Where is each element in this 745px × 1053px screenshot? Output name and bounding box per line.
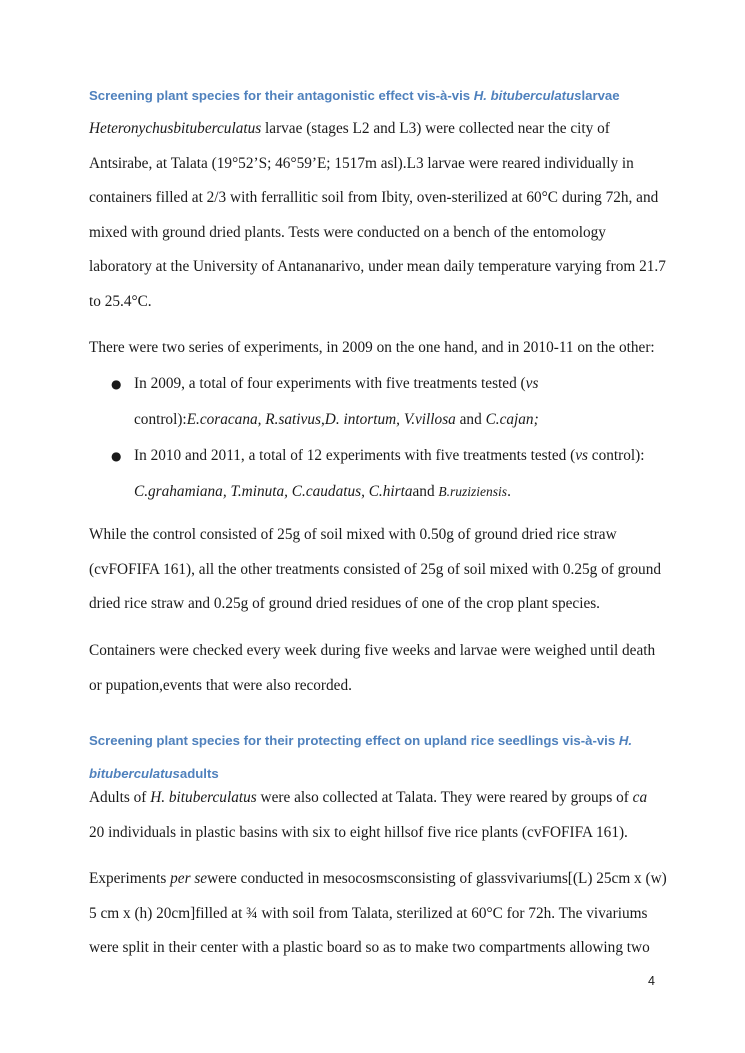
text-span: and [455, 411, 486, 428]
text-line: While the control consisted of 25g of soil mixed with 0.50g of ground dried rice straw [89, 526, 617, 543]
species-name: C.grahamiana, T.minuta, C.caudatus, C.hirta [134, 483, 413, 500]
text-line: were split in their center with a plastic board so as to make two compartments allowing two [89, 939, 650, 956]
text-line [89, 112, 666, 147]
text-line [134, 402, 661, 438]
text-span: Adults of [89, 789, 151, 806]
text-span: and [412, 483, 439, 500]
list-item [89, 438, 661, 510]
text-line: 20 individuals in plastic basins with six to eight hillsof five rice plants (cvFOFIFA 161). [89, 823, 628, 841]
section-heading-larvae [89, 88, 620, 103]
text-line: or pupation,events that were also recorded. [89, 676, 352, 694]
text-line: (cvFOFIFA 161), all the other treatments consisted of 25g of soil mixed with 0.25g of ground [89, 560, 661, 578]
text-span: In 2010 and 2011, a total of 12 experiments with five treatments tested ( [134, 447, 576, 464]
text-span: were also collected at Talata. They were reared by groups of [256, 789, 633, 806]
paragraph-container-checks [89, 634, 655, 703]
text-span: vs [575, 447, 588, 464]
bullet-icon: ● [111, 377, 122, 391]
text-line: laboratory at the University of Antananarivo, under mean daily temperature varying from 21.7 [89, 258, 666, 275]
text-span: vs [525, 375, 539, 392]
heading-species: bituberculatus [89, 766, 180, 781]
text-line: to 25.4°C. [89, 292, 152, 310]
text-span: control): [134, 411, 187, 428]
text-span: larvae (stages L2 and L3) were collected near the city of [261, 120, 610, 137]
heading-text-end: larvae [581, 88, 620, 103]
text-line: containers filled at 2/3 with ferrallitic soil from Ibity, oven-sterilized at 60°C during 72h, and [89, 189, 659, 206]
text-line [89, 781, 647, 816]
text-span: per se [170, 870, 208, 887]
text-line: Containers were checked every week during five weeks and larvae were weighed until death [89, 642, 656, 659]
document-page [89, 0, 667, 1053]
species-name: D. intortum, V.villosa [324, 411, 456, 428]
text-line: Antsirabe, at Talata (19°52’S; 46°59’E; 1517m asl).L3 larvae were reared individually in [89, 154, 634, 172]
page-number: 4 [648, 974, 655, 988]
text-span: control): [587, 447, 645, 464]
list-item [89, 366, 661, 438]
paragraph-mesocosms [89, 862, 667, 966]
text-span: In 2009, a total of four experiments with five treatments tested ( [134, 375, 526, 392]
species-name: B.ruziziensis [438, 484, 508, 499]
paragraph-larvae-collection [89, 112, 666, 319]
text-line: dried rice straw and 0.25g of ground dried residues of one of the crop plant species. [89, 595, 601, 612]
species-name: H. bituberculatus [150, 789, 257, 806]
text-line [134, 366, 661, 402]
bullet-icon: ● [111, 449, 122, 463]
text-line: mixed with ground dried plants. Tests were conducted on a bench of the entomology [89, 223, 606, 241]
text-line [134, 438, 661, 474]
paragraph-control-treatment [89, 518, 661, 622]
experiment-list [89, 366, 661, 510]
text-span: were conducted in mesocosmsconsisting of glassvivariums[(L) 25cm x (w) [207, 870, 667, 887]
species-name: C.cajan; [485, 411, 539, 428]
species-name: E.coracana, R.sativus [186, 411, 321, 428]
text-line: 5 cm x (h) 20cm]filled at ¾ with soil from Talata, sterilized at 60°C for 72h. The vivariums [89, 904, 648, 922]
text-span: ca [632, 789, 648, 806]
paragraph-experiment-series: There were two series of experiments, in 2009 on the one hand, and in 2010-11 on the other: [89, 339, 655, 356]
heading-species: H. bituberculatus [473, 88, 582, 103]
text-line [89, 724, 632, 757]
text-line [89, 862, 667, 897]
text-span: Experiments [89, 870, 171, 887]
text-span: , [320, 411, 325, 428]
heading-text-end: adults [179, 766, 219, 781]
heading-text: Screening plant species for their protecting effect on upland rice seedlings vis-à-vis [89, 733, 619, 748]
text-line [134, 474, 661, 510]
species-name: Heteronychusbituberculatus [89, 120, 262, 137]
paragraph-adults-rearing [89, 781, 647, 850]
text-span: . [507, 483, 511, 500]
heading-species: H. [618, 733, 633, 748]
heading-text: Screening plant species for their antagonistic effect vis-à-vis [89, 88, 474, 103]
